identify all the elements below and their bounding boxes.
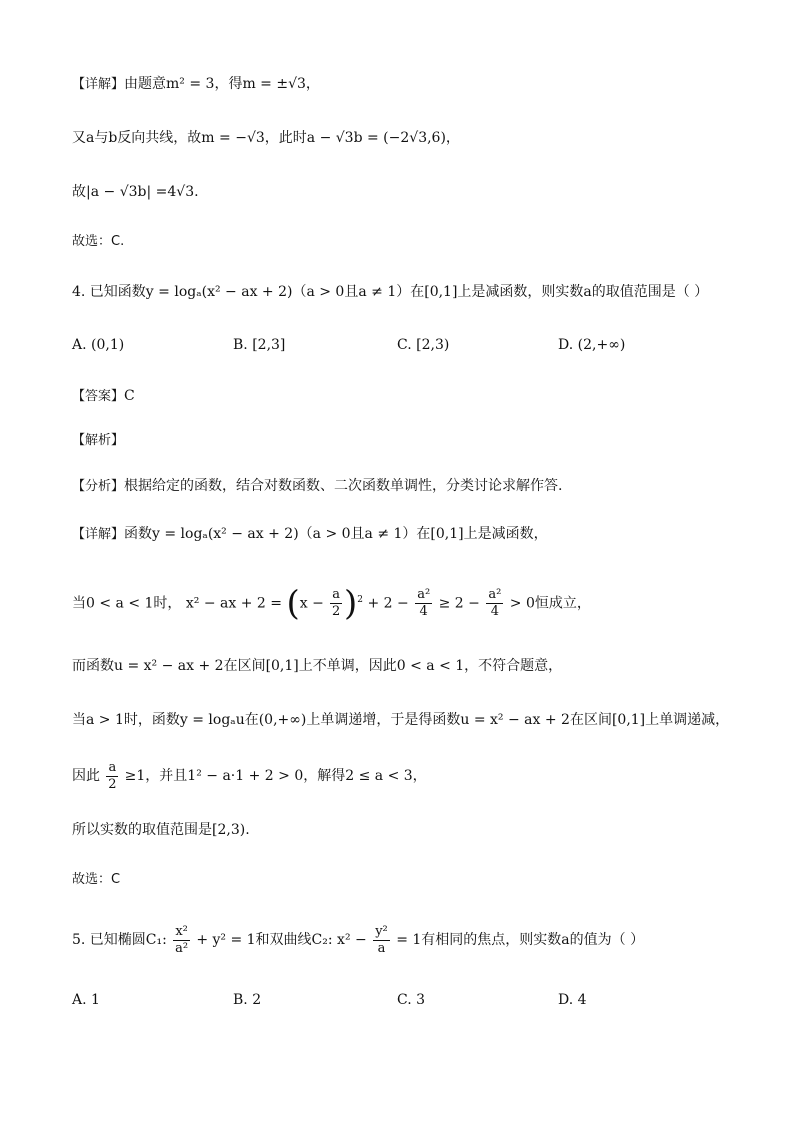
option-value: 3 xyxy=(416,992,426,1008)
left-paren: ( xyxy=(286,583,300,624)
fraction-a2-over-4 xyxy=(415,587,432,620)
detail-tag: 【详解】 xyxy=(72,77,125,92)
q5-option-a xyxy=(72,992,100,1008)
fraction-a-over-2 xyxy=(330,587,342,620)
option-value: (0,1) xyxy=(91,337,125,353)
case-mid: + 2 − xyxy=(367,595,409,612)
detail-text: 由题意m² = 3，得m = ±√3， xyxy=(124,76,320,92)
option-label: C. xyxy=(397,337,412,353)
option-value: [2,3) xyxy=(416,337,450,353)
option-label: A. xyxy=(72,337,87,353)
range-text: 所以实数的取值范围是[2,3). xyxy=(72,822,250,838)
question-4-text: 4. 已知函数y = logₐ(x² − ax + 2)（a > 0且a ≠ 1）在[0,1]上是减函数，则实数a的取值范围是（ ） xyxy=(72,284,709,300)
numerator: a² xyxy=(488,587,502,603)
denominator: 4 xyxy=(490,604,499,620)
choice-line xyxy=(72,232,124,252)
fenxi-text: 根据给定的函数，结合对数函数、二次函数单调性，分类讨论求解作答. xyxy=(124,478,563,494)
option-label: B. xyxy=(233,992,248,1008)
fraction-x2-over-a2 xyxy=(173,924,190,957)
question-4-stem xyxy=(72,282,708,302)
q5-option-d xyxy=(558,992,587,1008)
numerator: y² xyxy=(375,923,388,939)
right-paren: ) xyxy=(344,583,358,624)
detail-line-3 xyxy=(72,182,199,202)
q5-option-c xyxy=(397,992,425,1008)
q4-option-d xyxy=(558,337,625,353)
denominator: 2 xyxy=(108,776,117,792)
option-value: 1 xyxy=(91,992,100,1008)
option-value: 4 xyxy=(577,992,587,1008)
paren-inner: x − xyxy=(299,595,324,612)
analysis-tag: 【解析】 xyxy=(72,433,125,448)
answer-value: C xyxy=(124,388,135,404)
denominator: a xyxy=(377,940,386,956)
option-label: D. xyxy=(558,337,574,353)
denominator: 2 xyxy=(331,604,341,620)
q4-option-c xyxy=(397,337,449,353)
case-mid2: ≥ 2 − xyxy=(438,595,480,612)
case-1-conclusion xyxy=(72,656,562,676)
answer-line xyxy=(72,386,135,407)
q5-lead: 5. 已知椭圆C₁: xyxy=(72,932,167,948)
final-choice-line xyxy=(72,870,120,890)
range-line xyxy=(72,820,250,840)
option-label: D. xyxy=(558,992,574,1008)
option-label: A. xyxy=(72,992,87,1008)
case-tail: > 0恒成立， xyxy=(509,595,591,612)
fraction-y2-over-a xyxy=(373,924,390,957)
numerator: a² xyxy=(417,587,431,603)
xiangjie-tag: 【详解】 xyxy=(72,527,125,542)
numerator: a xyxy=(108,759,117,775)
detail-line-1 xyxy=(72,74,320,95)
option-value: 2 xyxy=(252,992,262,1008)
fraction-a-over-2-cond xyxy=(106,760,118,793)
analysis-header xyxy=(72,430,124,451)
magnitude-text: 故|a − √3b| =4√3. xyxy=(72,184,199,200)
q5-tail: = 1有相同的焦点，则实数a的值为（ ） xyxy=(396,932,645,948)
final-choice-text: 故选：C xyxy=(72,872,121,887)
xiangjie-line xyxy=(72,524,548,545)
detail-line-2 xyxy=(72,128,460,148)
answer-tag: 【答案】 xyxy=(72,389,125,404)
case-2-text: 当a > 1时，函数y = logₐu在(0,+∞)上单调递增，于是得函数u = x² − ax + 2在区间[0,1]上单调递减， xyxy=(72,712,730,728)
choice-text: 故选：C. xyxy=(72,234,125,249)
numerator: a xyxy=(332,587,341,603)
fenxi-tag: 【分析】 xyxy=(72,479,125,494)
fenxi-line xyxy=(72,476,562,497)
case-2-condition xyxy=(72,756,427,796)
xiangjie-text: 函数y = logₐ(x² − ax + 2)（a > 0且a ≠ 1）在[0,1]上是减函数， xyxy=(124,526,548,542)
numerator: x² xyxy=(175,923,188,939)
fraction-a2-over-4-b xyxy=(486,587,503,620)
question-5-stem xyxy=(72,918,644,962)
option-value: (2,+∞) xyxy=(577,337,626,353)
case-1-line: 当0 < a < 1时， x² − ax + 2 = (x − $\frac{a}{2}$ )$^2$ + 2 − $\frac{\text{a²}}{4}$ ≥ 2 − $\frac{\text{a²}}{4}$ > 0恒成立， xyxy=(72,583,591,624)
case-lead: 当0 < a < 1时， xyxy=(72,595,182,612)
option-label: C. xyxy=(397,992,412,1008)
q4-option-a xyxy=(72,337,124,353)
q5-option-b xyxy=(233,992,261,1008)
vector-text: 又a与b反向共线，故m = −√3，此时a − √3b = (−2√3,6)， xyxy=(72,130,460,146)
option-label: B. xyxy=(233,337,248,353)
condition-lead: 因此 xyxy=(72,768,100,784)
denominator: 4 xyxy=(419,604,428,620)
q5-mid: + y² = 1和双曲线C₂: x² − xyxy=(196,932,367,948)
option-value: [2,3] xyxy=(252,337,286,353)
condition-tail: ≥1，并且1² − a·1 + 2 > 0，解得2 ≤ a < 3， xyxy=(124,768,427,784)
case-2-line xyxy=(72,710,729,730)
q4-option-b xyxy=(233,337,285,353)
denominator: a² xyxy=(175,940,189,956)
case-1-text: 而函数u = x² − ax + 2在区间[0,1]上不单调，因此0 < a < 1，不符合题意， xyxy=(72,658,563,674)
case-expr: x² − ax + 2 = xyxy=(185,595,282,612)
